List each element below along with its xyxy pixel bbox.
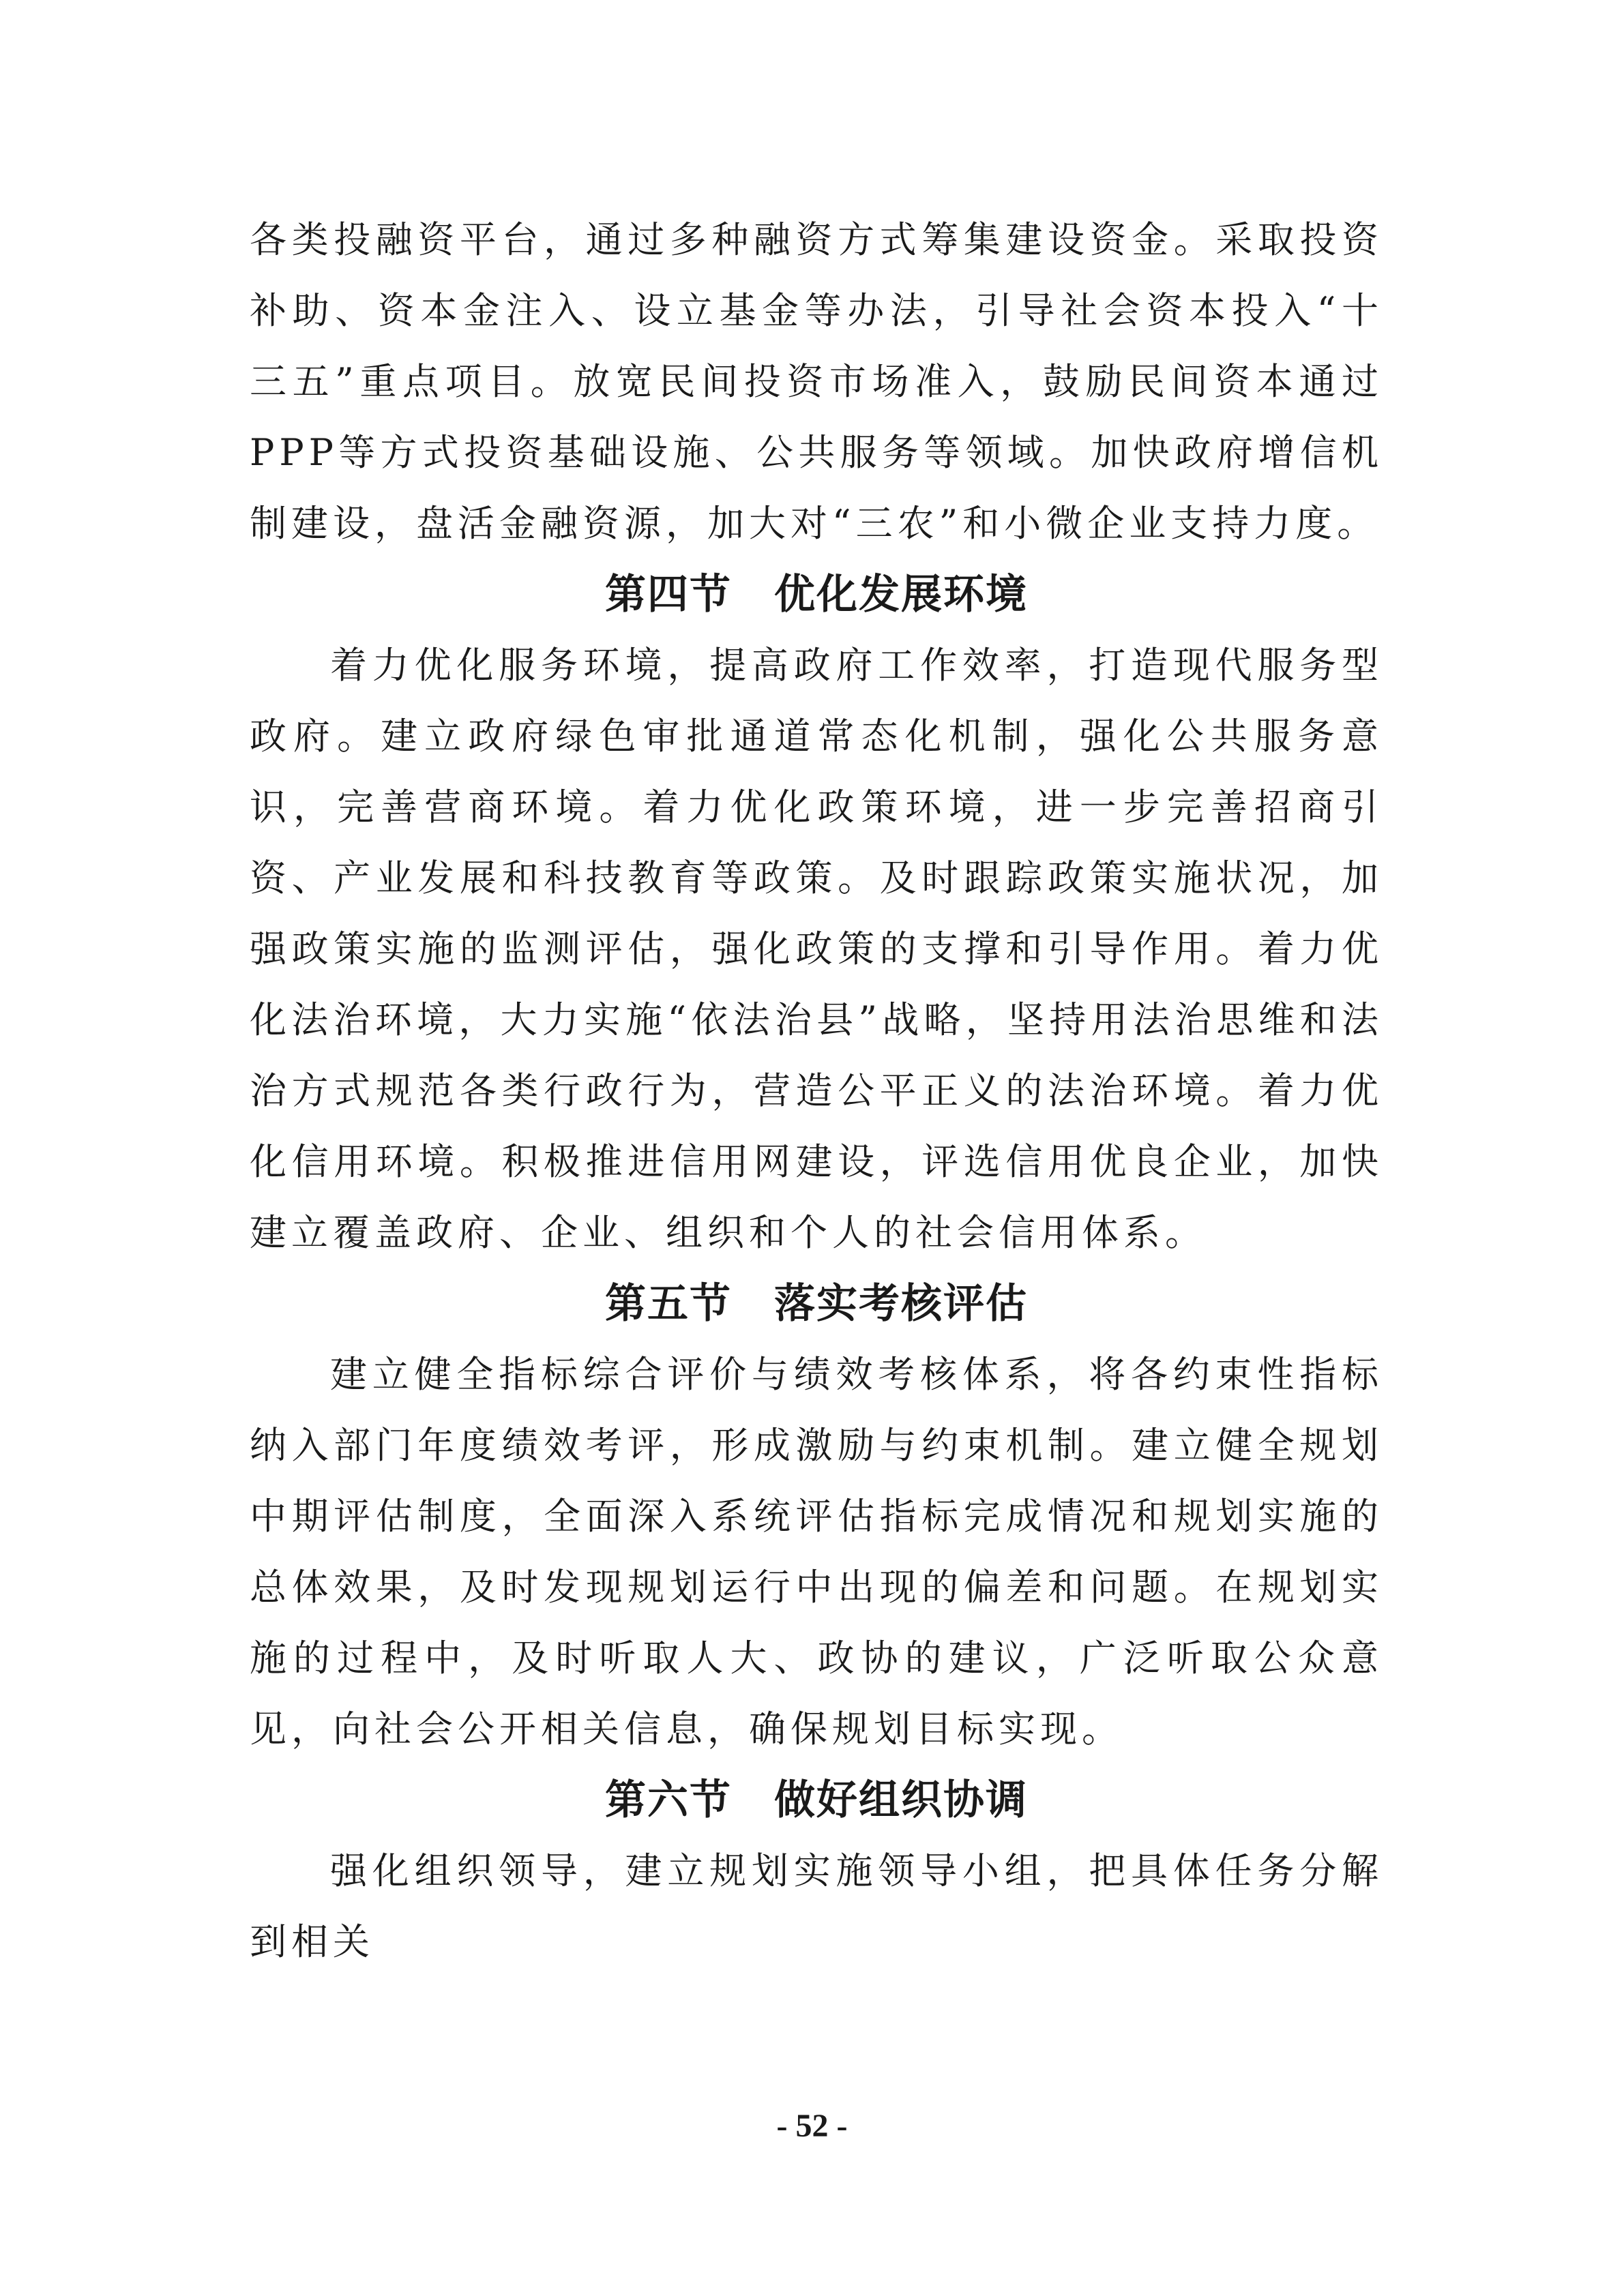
section-heading-6: 第六节 做好组织协调 <box>605 1776 1028 1824</box>
page-content <box>250 205 1383 1978</box>
section-6-body: 强化组织领导，建立规划实施领导小组，把具体任务分解到相关 <box>250 1849 1383 1963</box>
section-5-body: 建立健全指标综合评价与绩效考核体系，将各约束性指标纳入部门年度绩效考评，形成激励与约束机制。建立健全规划中期评估制度，全面深入系统评估指标完成情况和规划实施的总体效果，及时发现规划运行中出现的偏差和问题。在规划实施的过程中，及时听取人大、政协的建议，广泛听取公众意见，向社会公开相关信息，确保规划目标实现。 <box>250 1353 1383 1750</box>
section-4-body: 着力优化服务环境，提高政府工作效率，打造现代服务型政府。建立政府绿色审批通道常态化机制，强化公共服务意识，完善营商环境。着力优化政策环境，进一步完善招商引资、产业发展和科技教育等政策。及时跟踪政策实施状况，加强政策实施的监测评估，强化政策的支撑和引导作用。着力优化法治环境，大力实施“依法治县”战略，坚持用法治思维和法治方式规范各类行政行为，营造公平正义的法治环境。着力优化信用环境。积极推进信用网建设，评选信用优良企业，加快建立覆盖政府、企业、组织和个人的社会信用体系。 <box>250 644 1383 1254</box>
paragraph-continued: 各类投融资平台，通过多种融资方式筹集建设资金。采取投资补助、资本金注入、设立基金等办法，引导社会资本投入“十三五”重点项目。放宽民间投资市场准入，鼓励民间资本通过PPP等方式投资基础设施、公共服务等领域。加快政府增信机制建设，盘活金融资源，加大对“三农”和小微企业支持力度。 <box>250 218 1383 545</box>
section-heading-4: 第四节 优化发展环境 <box>605 571 1028 618</box>
section-heading-5: 第五节 落实考核评估 <box>605 1280 1028 1328</box>
page-number: - 52 - <box>776 2108 848 2144</box>
